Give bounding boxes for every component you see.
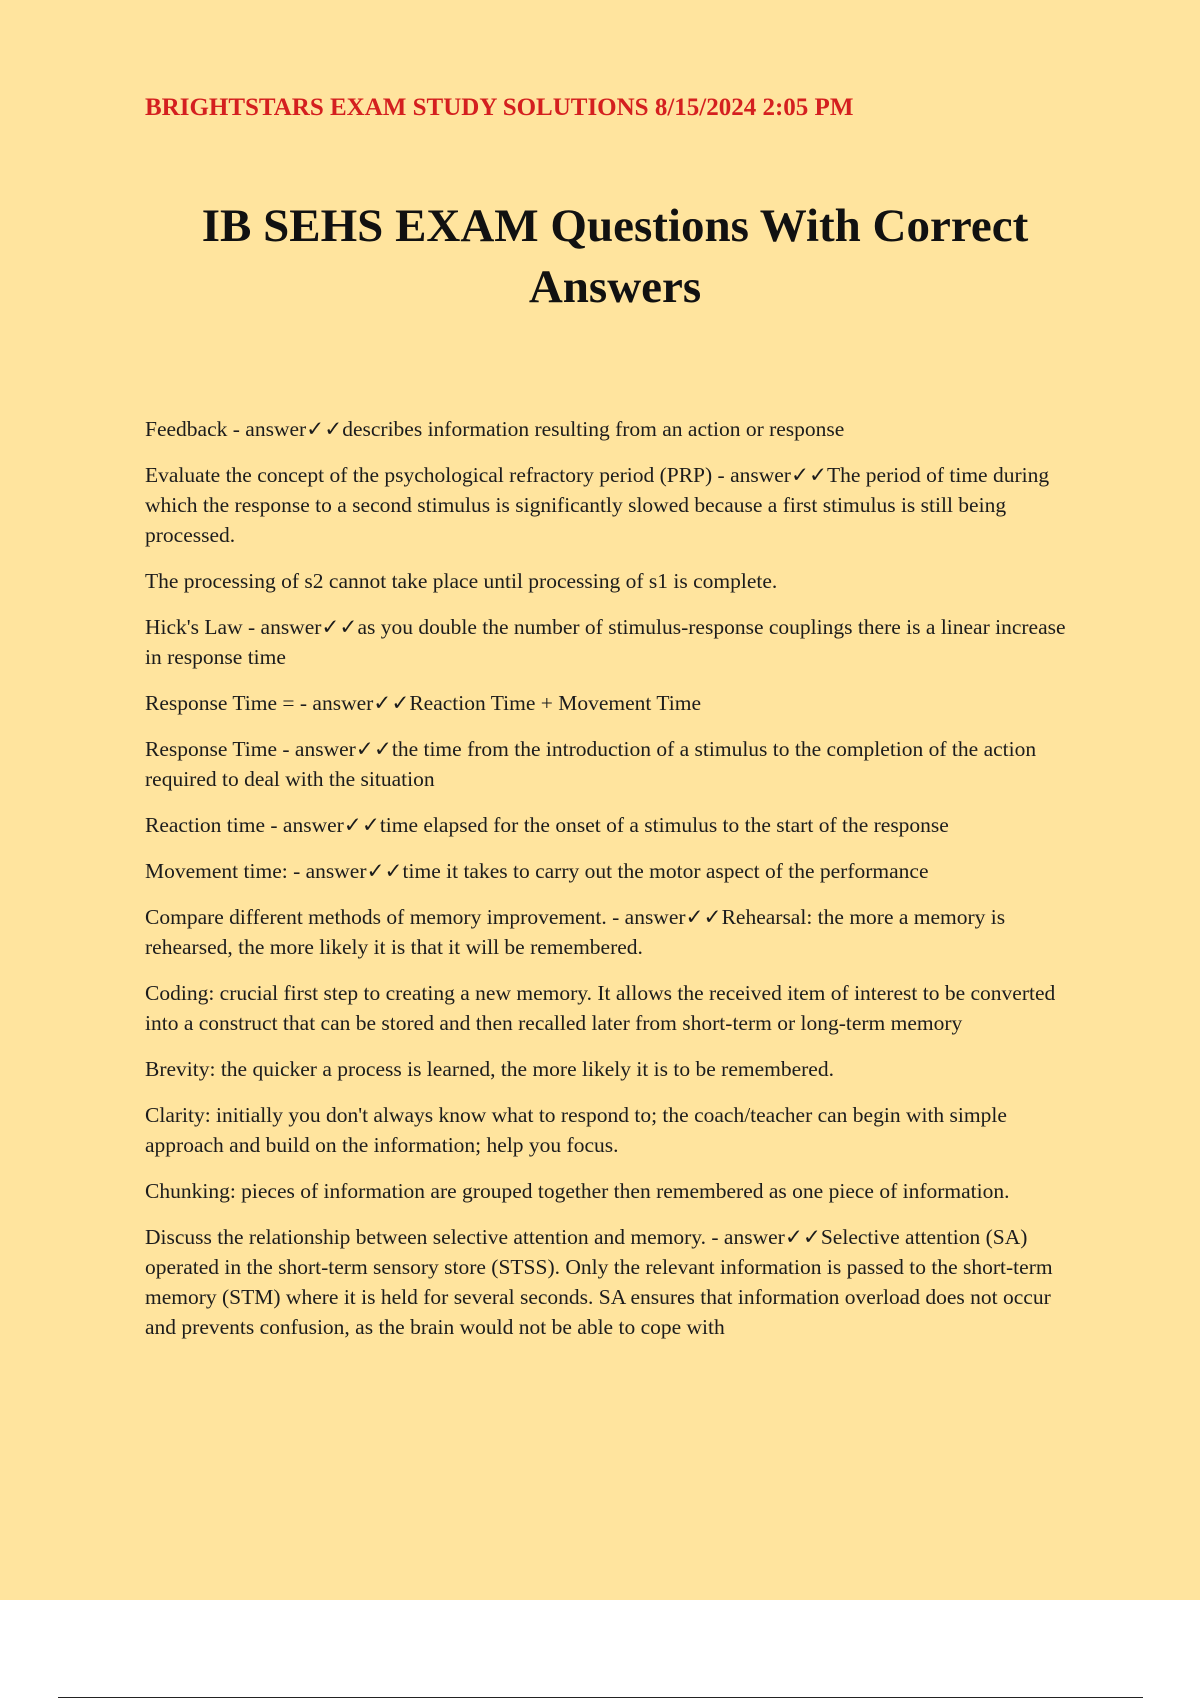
page-bottom-rule [58, 1697, 1143, 1698]
paragraph-clarity: Clarity: initially you don't always know what to respond to; the coach/teacher can begin with simple approach and build on the information; help you focus. [145, 1103, 1007, 1157]
paragraph-reaction-time: Reaction time - answer✓✓time elapsed for the onset of a stimulus to the start of the response [145, 813, 949, 837]
paragraph-hicks-law: Hick's Law - answer✓✓as you double the number of stimulus-response couplings there is a linear increase in response time [145, 615, 1066, 669]
paragraph-s2-processing: The processing of s2 cannot take place until processing of s1 is complete. [145, 569, 778, 593]
document-title-line-2: Answers [528, 261, 702, 313]
document-title [145, 196, 1085, 318]
document-title-line-1: IB SEHS EXAM Questions With Correct [201, 200, 1029, 252]
paragraph-movement-time: Movement time: - answer✓✓time it takes to carry out the motor aspect of the performance [145, 859, 929, 883]
paragraph-selective-attention: Discuss the relationship between selective attention and memory. - answer✓✓Selective attention (SA) operated in the short-term sensory store (STSS). Only the relevant information is passed to the short-term memory (STM) where it is held for several seconds. SA ensures that information overload does not occur and prevents confusion, as the brain would not be able to cope with [145, 1225, 1053, 1339]
document-header: BRIGHTSTARS EXAM STUDY SOLUTIONS 8/15/2024 2:05 PM [145, 94, 854, 121]
paragraph-prp: Evaluate the concept of the psychological refractory period (PRP) - answer✓✓The period of time during which the response to a second stimulus is significantly slowed because a first stimulus is still being processed. [145, 463, 1050, 547]
paragraph-response-time: Response Time - answer✓✓the time from the introduction of a stimulus to the completion of the action required to deal with the situation [145, 737, 1037, 791]
paragraph-feedback: Feedback - answer✓✓describes information resulting from an action or response [145, 417, 845, 441]
document-body [145, 414, 1085, 1358]
paragraph-coding: Coding: crucial first step to creating a new memory. It allows the received item of interest to be converted into a construct that can be stored and then recalled later from short-term or long-term memory [145, 981, 1056, 1035]
paragraph-chunking: Chunking: pieces of information are grouped together then remembered as one piece of information. [145, 1179, 1010, 1203]
paragraph-brevity: Brevity: the quicker a process is learned, the more likely it is to be remembered. [145, 1057, 834, 1081]
paragraph-response-time-formula: Response Time = - answer✓✓Reaction Time + Movement Time [145, 691, 701, 715]
paragraph-memory-improvement: Compare different methods of memory improvement. - answer✓✓Rehearsal: the more a memory is rehearsed, the more likely it is that it will be remembered. [145, 905, 1006, 959]
